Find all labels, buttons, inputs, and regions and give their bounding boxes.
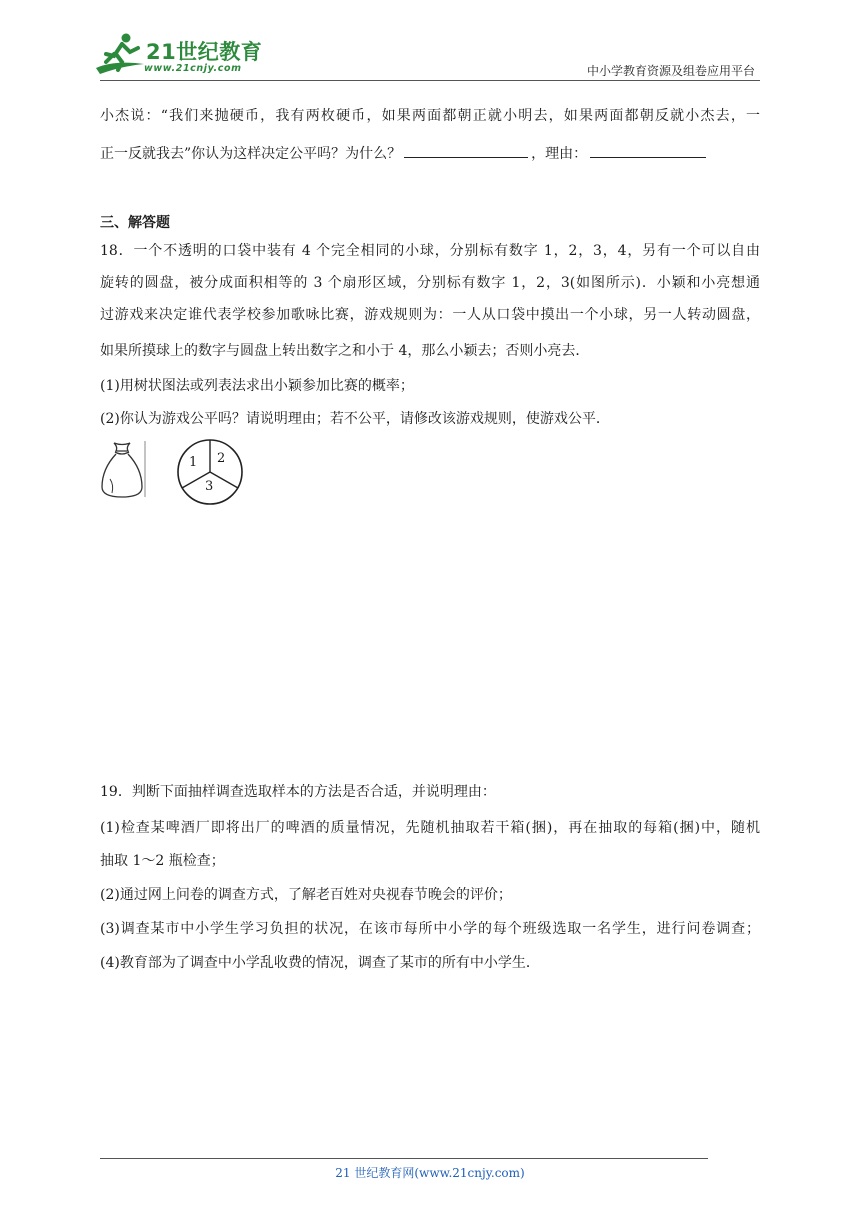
header-divider [100, 80, 760, 81]
q18-line-2: 旋转的圆盘，被分成面积相等的 3 个扇形区域，分别标有数字 1，2，3(如图所示)．小颖和小亮想通 [100, 275, 760, 291]
answer-blank-2[interactable] [590, 143, 706, 158]
spinner-disc [176, 439, 244, 505]
intro-line-2 [100, 143, 709, 164]
answer-blank-1[interactable] [404, 143, 528, 158]
intro-line-1: 小杰说：“我们来抛硬币，我有两枚硬币，如果两面都朝正就小明去，如果两面都朝反就小杰去，一 [100, 108, 760, 124]
q18-line-1: 18．一个不透明的口袋中装有 4 个完全相同的小球，分别标有数字 1，2，3，4，另有一个可以自由 [100, 243, 760, 259]
spinner-disc-icon [176, 439, 244, 505]
q18-sub-1: (1)用树状图法或列表法求出小颖参加比赛的概率； [100, 378, 414, 394]
runner-logo-icon [92, 30, 152, 80]
logo-url: www.21cnjy.com [144, 63, 242, 74]
intro-line-2-reason: ，理由： [531, 146, 588, 162]
disc-label-3: 3 [205, 479, 214, 494]
site-logo[interactable] [92, 30, 267, 82]
cloth-bag-icon [98, 439, 148, 499]
footer-link[interactable]: 21 世纪教育网(www.21cnjy.com) [335, 1166, 525, 1180]
disc-label-2: 2 [217, 451, 226, 466]
logo-text: 21世纪教育 [146, 40, 263, 64]
q18-sub-2: (2)你认为游戏公平吗？请说明理由；若不公平，请修改该游戏规则，使游戏公平． [100, 411, 610, 427]
q19-title: 19．判断下面抽样调查选取样本的方法是否合适，并说明理由： [100, 784, 496, 800]
header-platform-text: 中小学教育资源及组卷应用平台 [586, 64, 755, 78]
q19-item-3: (3)调查某市中小学生学习负担的状况，在该市每所中小学的每个班级选取一名学生，进行问卷调查； [100, 921, 760, 937]
disc-label-1: 1 [189, 455, 198, 470]
q19-item-2: (2)通过网上问卷的调查方式，了解老百姓对央视春节晚会的评价； [100, 887, 512, 903]
q18-line-4: 如果所摸球上的数字与圆盘上转出数字之和小于 4，那么小颖去；否则小亮去． [100, 343, 590, 359]
q19-item-4: (4)教育部为了调查中小学乱收费的情况，调查了某市的所有中小学生． [100, 955, 540, 971]
footer-divider [100, 1158, 708, 1159]
intro-line-2-question: 正一反就我去”你认为这样决定公平吗？为什么？ [100, 146, 402, 162]
q19-item-1b: 抽取 1～2 瓶检查； [100, 853, 225, 869]
section-heading: 三、解答题 [100, 215, 170, 231]
q19-item-1a: (1)检查某啤酒厂即将出厂的啤酒的质量情况，先随机抽取若干箱(捆)，再在抽取的每箱(捆)中，随机 [100, 820, 760, 836]
q18-line-3: 过游戏来决定谁代表学校参加歌咏比赛，游戏规则为：一人从口袋中摸出一个小球，另一人转动圆盘， [100, 307, 760, 323]
